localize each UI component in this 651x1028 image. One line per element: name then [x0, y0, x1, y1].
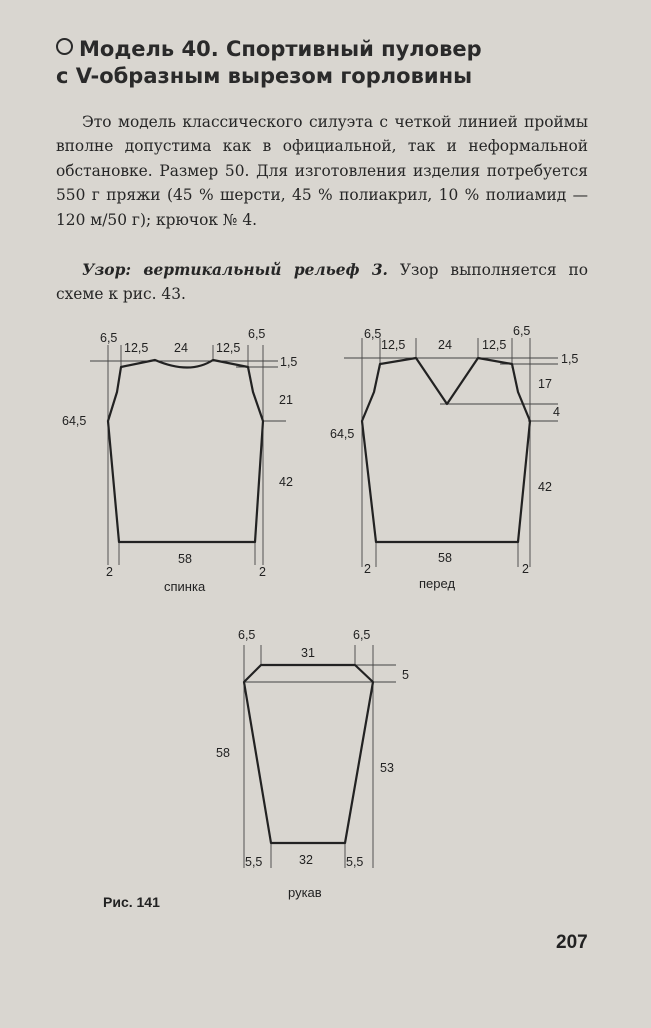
sleeve-caption: рукав [288, 885, 322, 900]
front-outline [362, 358, 530, 542]
back-shoulder-drop: 1,5 [280, 355, 298, 369]
sleeve-right-length: 53 [380, 761, 394, 775]
front-top-left: 6,5 [364, 327, 382, 341]
sleeve-left-length: 58 [216, 746, 230, 760]
intro-text: Это модель классического силуэта с четкой линией проймы вполне допустима как в официальной, так и неформальной обстановке. Размер 50. Для изготовления изделия потребуется 550 г пряжи (45 % шерсти, 45 % полиакрил, 10 % полиамид — 120 м/50 г); крючок № 4. [56, 113, 588, 229]
front-top-right: 6,5 [513, 324, 531, 338]
sleeve-diagram [216, 628, 409, 900]
pattern-label: Узор: вертикальный рельеф 3. [82, 261, 388, 279]
back-hem-left: 2 [106, 565, 113, 579]
back-hem: 58 [178, 552, 192, 566]
back-diagram [62, 327, 297, 594]
sleeve-top: 31 [301, 646, 315, 660]
front-shoulder-right: 12,5 [482, 338, 507, 352]
sleeve-cuff-left: 5,5 [245, 855, 263, 869]
heading-line-2: с V-образным вырезом горловины [56, 64, 473, 88]
sleeve-outline [244, 665, 373, 843]
pattern-text: Узор выполняется по схеме к рис. 43. [56, 261, 588, 304]
sleeve-cuff: 32 [299, 853, 313, 867]
front-shoulder-left: 12,5 [381, 338, 406, 352]
sleeve-cap-drop: 5 [402, 668, 409, 682]
front-caption: перед [419, 576, 456, 591]
front-side: 42 [538, 480, 552, 494]
heading-line-1: Модель 40. Спортивный пуловер [79, 37, 482, 61]
back-length: 64,5 [62, 414, 87, 428]
front-shoulder-drop: 1,5 [561, 352, 579, 366]
front-length: 64,5 [330, 427, 355, 441]
sleeve-top-right: 6,5 [353, 628, 371, 642]
front-hem: 58 [438, 551, 452, 565]
back-armhole: 21 [279, 393, 293, 407]
front-diagram [330, 324, 578, 591]
front-hem-right: 2 [522, 562, 529, 576]
page-number: 207 [556, 932, 588, 953]
back-shoulder-left: 12,5 [124, 341, 149, 355]
back-side: 42 [279, 475, 293, 489]
front-neck-extra: 4 [553, 405, 560, 419]
front-hem-left: 2 [364, 562, 371, 576]
front-neck-depth: 17 [538, 377, 552, 391]
back-caption: спинка [164, 579, 206, 594]
sleeve-cuff-right: 5,5 [346, 855, 364, 869]
back-top-left: 6,5 [100, 331, 118, 345]
back-shoulder-right: 12,5 [216, 341, 241, 355]
back-hem-right: 2 [259, 565, 266, 579]
sleeve-top-left: 6,5 [238, 628, 256, 642]
back-outline [108, 360, 263, 542]
back-neck: 24 [174, 341, 188, 355]
figure-label: Рис. 141 [103, 894, 160, 910]
back-top-right: 6,5 [248, 327, 266, 341]
front-neck: 24 [438, 338, 452, 352]
